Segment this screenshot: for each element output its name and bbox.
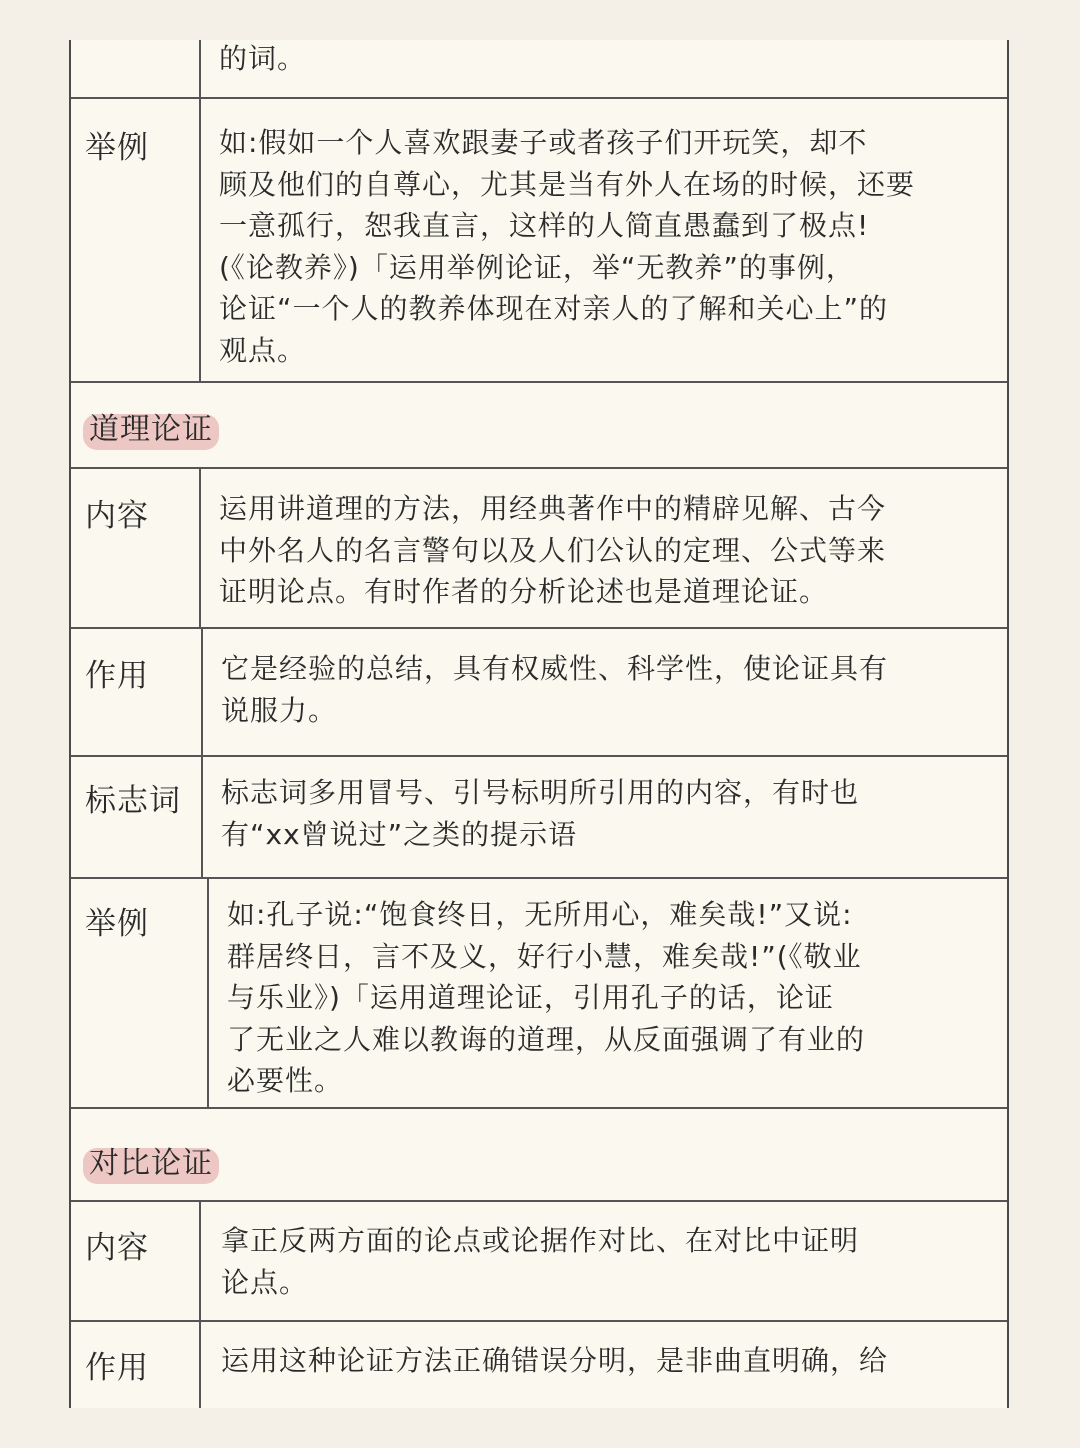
row-content-effect: 它是经验的总结，具有权威性、科学性，使论证具有 说服力。 — [221, 652, 889, 727]
row-label-example: 举例 — [85, 906, 149, 942]
column-divider — [201, 756, 203, 878]
column-divider — [199, 1321, 201, 1408]
column-divider — [207, 878, 209, 1108]
section-title-reasoning: 道理论证 — [83, 404, 219, 448]
row-label-example: 举例 — [85, 130, 149, 166]
top-fragment-text: 的词。 — [219, 42, 307, 75]
row-label-effect: 作用 — [85, 658, 149, 694]
row-divider — [71, 97, 1007, 99]
column-divider — [201, 628, 203, 756]
row-divider — [71, 877, 1007, 879]
row-content-example: 如:假如一个人喜欢跟妻子或者孩子们开玩笑，却不 顾及他们的自尊心，尤其是当有外人在场的时候，还要 一意孤行，恕我直言，这样的人简直愚蠢到了极点! (《论教养》)「运用举例论证，举“无教养”的事例， 论证“一个人的教养体现在对亲人的了解和关心上”的 观点。 — [219, 126, 916, 367]
row-divider — [71, 381, 1007, 383]
column-divider — [199, 40, 201, 98]
row-divider — [71, 1107, 1007, 1109]
row-divider — [71, 467, 1007, 469]
row-label-content: 内容 — [85, 498, 149, 534]
row-content-markers: 标志词多用冒号、引号标明所引用的内容，有时也 有“xx曾说过”之类的提示语 — [221, 776, 860, 851]
section-title-contrast: 对比论证 — [83, 1138, 219, 1182]
row-divider — [71, 1200, 1007, 1202]
column-divider — [199, 1201, 201, 1321]
column-divider — [199, 468, 201, 628]
row-content-effect: 运用这种论证方法正确错误分明，是非曲直明确，给 — [221, 1344, 889, 1377]
notes-table — [69, 40, 1009, 1408]
row-divider — [71, 627, 1007, 629]
row-divider — [71, 1320, 1007, 1322]
row-label-effect: 作用 — [85, 1350, 149, 1386]
column-divider — [199, 98, 201, 382]
row-divider — [71, 755, 1007, 757]
row-content-content: 运用讲道理的方法，用经典著作中的精辟见解、古今 中外名人的名言警句以及人们公认的定理、公式等来 证明论点。有时作者的分析论述也是道理论证。 — [219, 492, 887, 608]
row-label-content: 内容 — [85, 1230, 149, 1266]
row-content-content: 拿正反两方面的论点或论据作对比、在对比中证明 论点。 — [221, 1224, 860, 1299]
row-label-markers: 标志词 — [85, 783, 181, 819]
row-content-example: 如:孔子说:“饱食终日，无所用心，难矣哉!”又说: 群居终日，言不及义，好行小慧，难矣哉!”(《敬业 与乐业》)「运用道理论证，引用孔子的话，论证 了无业之人难以教诲的道理，从反面强调了有业的 必要性。 — [227, 898, 866, 1097]
